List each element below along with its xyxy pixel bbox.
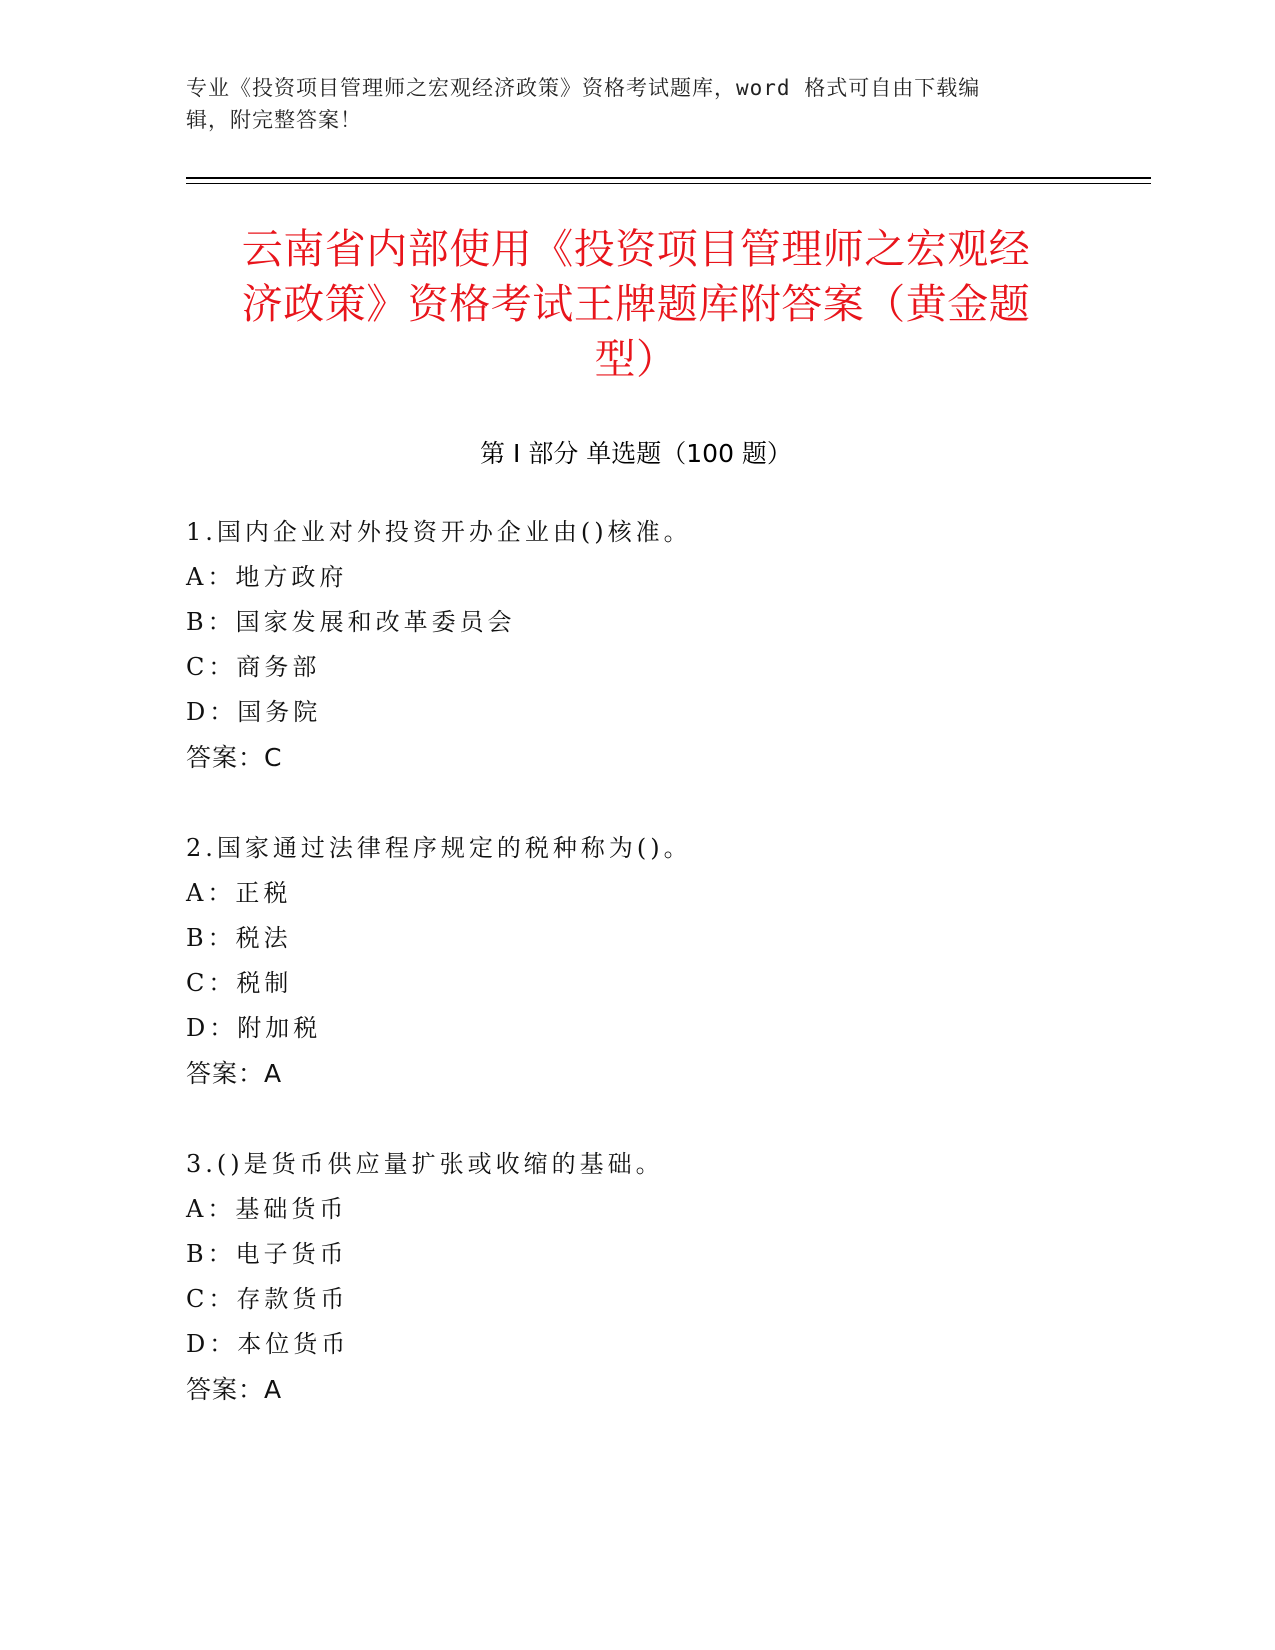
section-heading: 第 I 部分 单选题（100 题）: [480, 439, 792, 468]
option-b: B：电子货币: [186, 1240, 348, 1268]
question-block: [186, 1142, 1086, 1412]
question-stem: 1.国内企业对外投资开办企业由()核准。: [186, 518, 692, 546]
question-stem: 3.()是货币供应量扩张或收缩的基础。: [186, 1150, 664, 1178]
question-stem: 2.国家通过法律程序规定的税种称为()。: [186, 834, 692, 862]
question-block: [186, 826, 1086, 1096]
option-c: C：存款货币: [186, 1285, 349, 1313]
option-d: D：国务院: [186, 698, 322, 726]
header-divider-thick: [186, 177, 1151, 179]
option-d: D：附加税: [186, 1014, 322, 1042]
answer: 答案：A: [186, 1375, 283, 1404]
header-note: [186, 72, 1076, 136]
option-a: A：地方政府: [186, 563, 348, 591]
option-b: B：国家发展和改革委员会: [186, 608, 516, 636]
option-d: D：本位货币: [186, 1330, 350, 1358]
document-title-line: 云南省内部使用《投资项目管理师之宏观经: [241, 225, 1031, 273]
option-a: A：基础货币: [186, 1195, 348, 1223]
answer: 答案：C: [186, 743, 283, 772]
header-divider-thin: [186, 183, 1151, 184]
option-c: C：商务部: [186, 653, 321, 681]
document-title-line: 济政策》资格考试王牌题库附答案（黄金题: [241, 280, 1031, 328]
header-note-line: 辑，附完整答案！: [186, 108, 362, 132]
document-title-line: 型）: [594, 335, 678, 383]
option-b: B：税法: [186, 924, 292, 952]
option-c: C：税制: [186, 969, 293, 997]
answer: 答案：A: [186, 1059, 283, 1088]
document-title: [186, 222, 1086, 387]
header-note-line: 专业《投资项目管理师之宏观经济政策》资格考试题库，word 格式可自由下载编: [186, 76, 981, 100]
option-a: A：正税: [186, 879, 292, 907]
question-block: [186, 510, 1086, 780]
